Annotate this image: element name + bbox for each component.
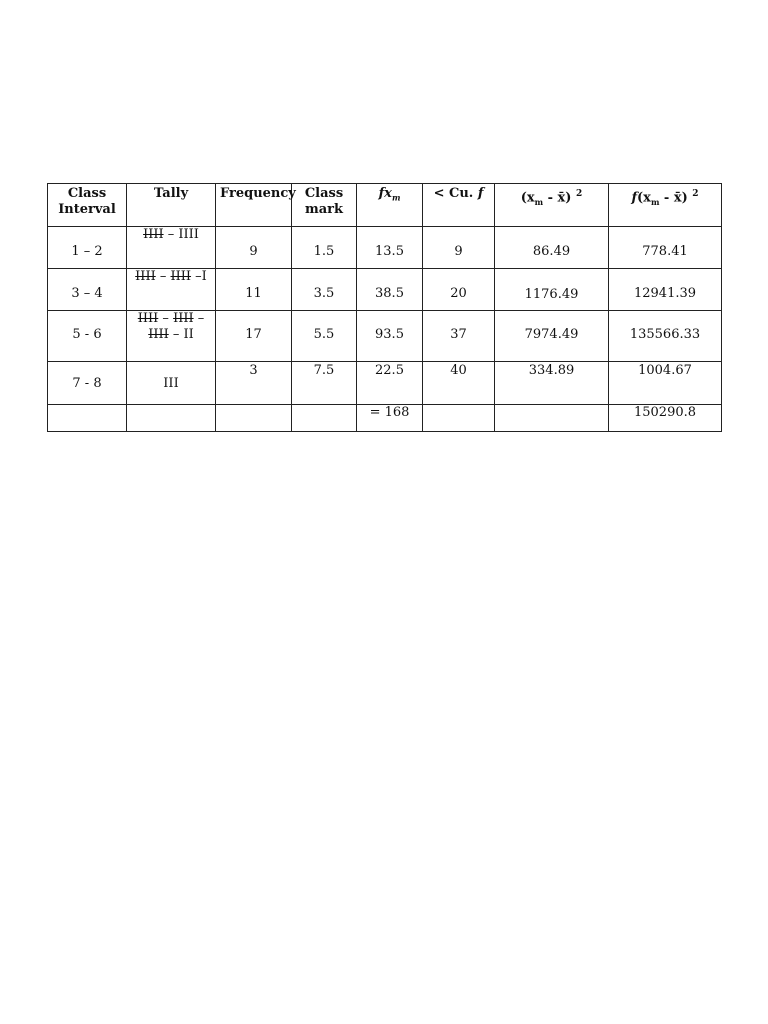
- cell-tally: IIII – IIII – IIII – II: [127, 311, 216, 362]
- header-cumulative-frequency: < Cu. f: [423, 184, 495, 227]
- header-class-mark: Class mark: [292, 184, 357, 227]
- cell-deviation-squared: 1176.49: [495, 269, 609, 311]
- cell-fxm: 93.5: [357, 311, 423, 362]
- cell-deviation-squared: 86.49: [495, 227, 609, 269]
- cell-empty: [216, 405, 292, 432]
- cell-interval: 7 - 8: [48, 362, 127, 405]
- table-row: [48, 269, 722, 311]
- header-deviation-squared: ($x_m$ - x̄) $^2$: [495, 184, 609, 227]
- cell-cumulative-frequency: 20: [423, 269, 495, 311]
- total-f-deviation-squared: 150290.8: [609, 405, 722, 432]
- total-fxm: = 168: [357, 405, 423, 432]
- header-f-deviation-squared: $f(x_m$ - x̄) $^2$: [609, 184, 722, 227]
- cell-frequency: 3: [216, 362, 292, 405]
- cell-fxm: 22.5: [357, 362, 423, 405]
- cell-f-deviation-squared: 778.41: [609, 227, 722, 269]
- cell-class-mark: 3.5: [292, 269, 357, 311]
- header-frequency: Frequency: [216, 184, 292, 227]
- cell-class-mark: 1.5: [292, 227, 357, 269]
- cell-cumulative-frequency: 9: [423, 227, 495, 269]
- cell-tally: IIII – IIII: [127, 227, 216, 269]
- cell-empty: [495, 405, 609, 432]
- cell-cumulative-frequency: 37: [423, 311, 495, 362]
- cell-fxm: 13.5: [357, 227, 423, 269]
- cell-empty: [48, 405, 127, 432]
- cell-frequency: 9: [216, 227, 292, 269]
- cell-f-deviation-squared: 12941.39: [609, 269, 722, 311]
- cell-deviation-squared: 334.89: [495, 362, 609, 405]
- cell-class-mark: 7.5: [292, 362, 357, 405]
- cell-tally: III: [127, 362, 216, 405]
- cell-fxm: 38.5: [357, 269, 423, 311]
- header-class-interval: Class Interval: [48, 184, 127, 227]
- cell-cumulative-frequency: 40: [423, 362, 495, 405]
- cell-f-deviation-squared: 1004.67: [609, 362, 722, 405]
- header-tally: Tally: [127, 184, 216, 227]
- cell-interval: 3 – 4: [48, 269, 127, 311]
- table-row: [48, 311, 722, 362]
- cell-empty: [292, 405, 357, 432]
- cell-f-deviation-squared: 135566.33: [609, 311, 722, 362]
- cell-interval: 5 - 6: [48, 311, 127, 362]
- table-row: [48, 227, 722, 269]
- cell-frequency: 17: [216, 311, 292, 362]
- cell-empty: [127, 405, 216, 432]
- frequency-distribution-table: [47, 183, 722, 432]
- cell-empty: [423, 405, 495, 432]
- cell-tally: IIII – IIII –I: [127, 269, 216, 311]
- totals-row: [48, 405, 722, 432]
- cell-class-mark: 5.5: [292, 311, 357, 362]
- cell-interval: 1 – 2: [48, 227, 127, 269]
- table-row: [48, 362, 722, 405]
- header-row: [48, 184, 722, 227]
- cell-frequency: 11: [216, 269, 292, 311]
- header-fxm: $fx_m$: [357, 184, 423, 227]
- cell-deviation-squared: 7974.49: [495, 311, 609, 362]
